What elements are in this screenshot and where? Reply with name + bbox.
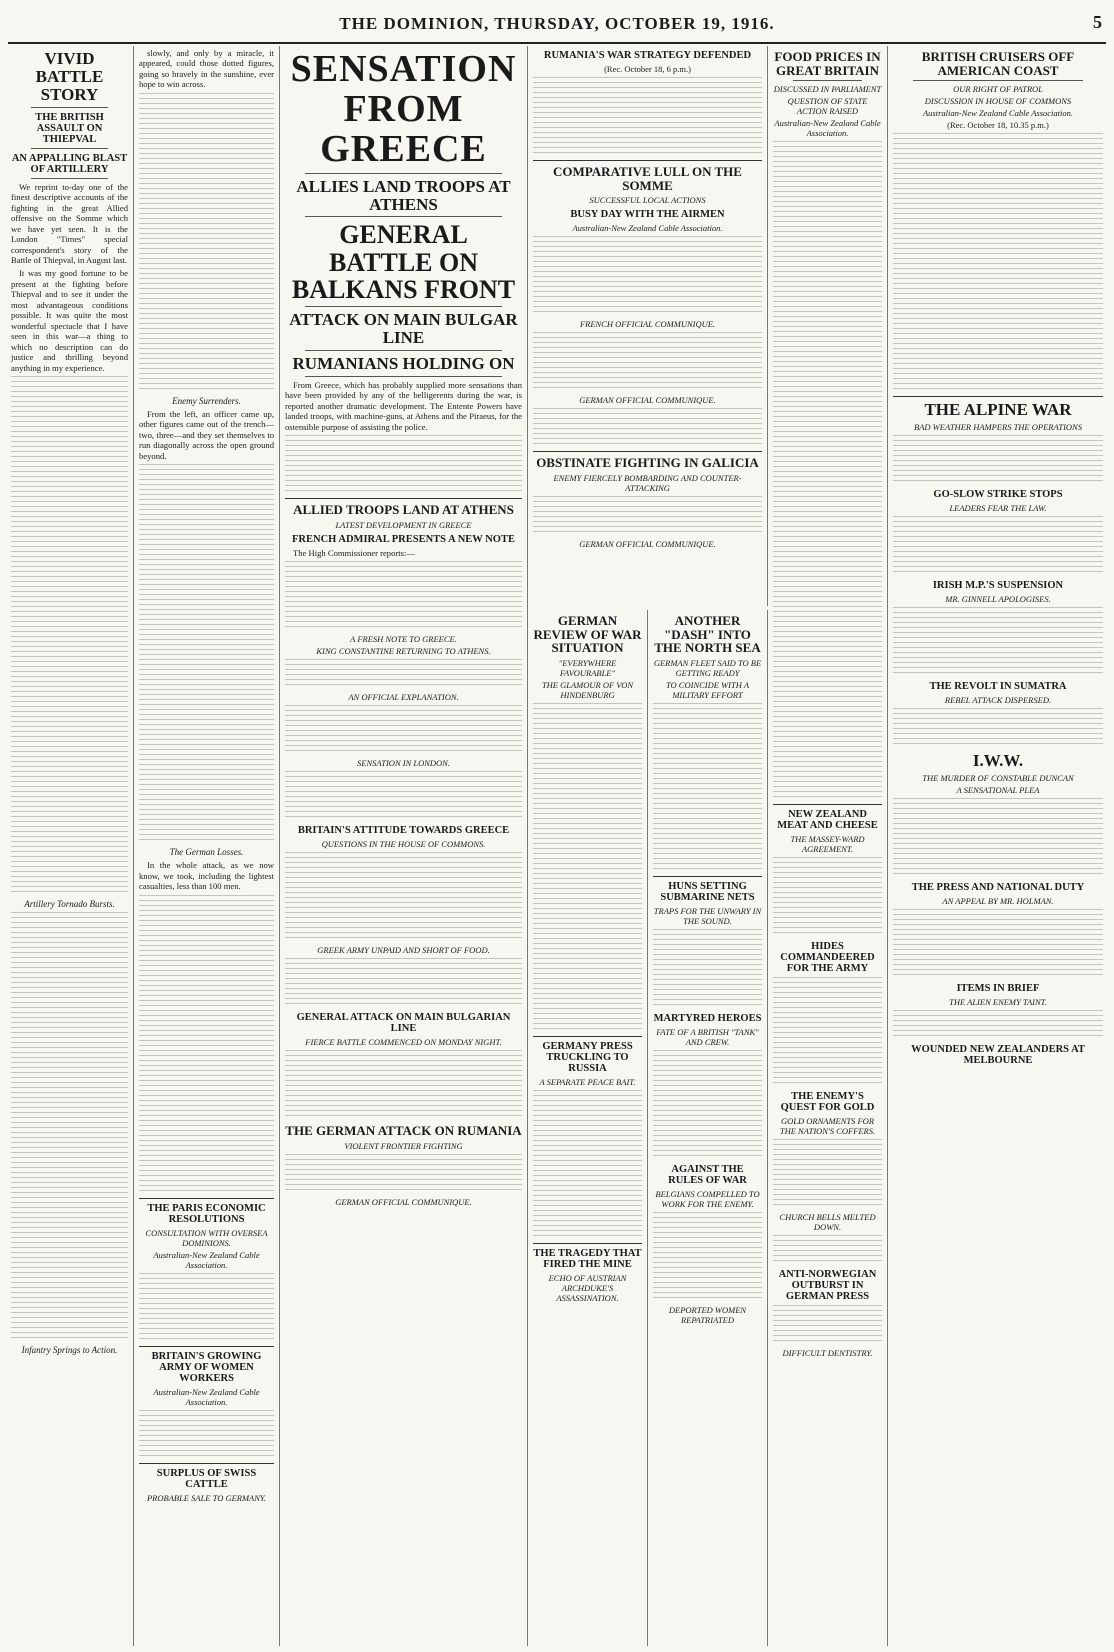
article-continuation bbox=[11, 376, 128, 896]
subhead-traps: TRAPS FOR THE UNWARY IN THE SOUND. bbox=[653, 905, 762, 926]
bells-text bbox=[773, 1235, 882, 1265]
headline-press-truckling: GERMANY PRESS TRUCKLING TO RUSSIA bbox=[542, 1040, 633, 1074]
headline-sensation-greece: SENSATION FROM GREECE bbox=[290, 48, 517, 170]
headline-bulgar-line: ATTACK ON MAIN BULGAR LINE bbox=[289, 310, 518, 348]
galicia-text bbox=[533, 496, 762, 536]
headline-troops-athens: ALLIED TROOPS LAND AT ATHENS bbox=[293, 502, 514, 518]
headline-irish-mp: IRISH M.P.'S SUSPENSION bbox=[932, 580, 1064, 592]
subhead-local-actions: SUCCESSFUL LOCAL ACTIONS bbox=[589, 195, 706, 206]
subhead-bombarding: ENEMY FIERCELY BOMBARDING AND COUNTER-ATTACKING bbox=[553, 472, 742, 493]
subhead-separate-peace: A SEPARATE PEACE BAIT. bbox=[539, 1076, 636, 1087]
food-prices-text bbox=[773, 141, 882, 801]
headline-official-explanation: AN OFFICIAL EXPLANATION. bbox=[348, 692, 459, 703]
column-4 bbox=[528, 610, 648, 1646]
headline-french-admiral: FRENCH ADMIRAL PRESENTS A NEW NOTE bbox=[292, 533, 515, 545]
headline-dentistry: DIFFICULT DENTISTRY. bbox=[782, 1348, 873, 1359]
rumania-text bbox=[285, 1154, 522, 1194]
headline-meat-cheese: NEW ZEALAND MEAT AND CHEESE bbox=[777, 809, 878, 832]
headline-rumania-strategy: RUMANIA'S WAR STRATEGY DEFENDED bbox=[543, 50, 752, 61]
column-6 bbox=[768, 46, 888, 1646]
headline-sensation-london: SENSATION IN LONDON. bbox=[357, 758, 450, 769]
subhead-latest: LATEST DEVELOPMENT IN GREECE bbox=[335, 519, 472, 530]
column-3 bbox=[280, 46, 528, 1646]
french-communique-text bbox=[533, 332, 762, 392]
headline-sumatra: THE REVOLT IN SUMATRA bbox=[929, 681, 1067, 693]
agency-credit: Australian-New Zealand Cable Association. bbox=[774, 118, 881, 139]
subhead-archduke: ECHO OF AUSTRIAN ARCHDUKE'S ASSASSINATION. bbox=[548, 1273, 627, 1303]
subhead-artillery: AN APPALLING BLAST OF ARTILLERY bbox=[11, 152, 128, 175]
lead-paragraph: From Greece, which has probably supplied more sensations than have been provided by any of the belligerents during the war, is reported another dramatic development. The Entente Powers have landed troops, with machine-guns, at Athens and the Piraeus, for the ostensible purpose of assisting the police. bbox=[285, 379, 522, 432]
items-text bbox=[893, 1010, 1103, 1040]
subhead-king-returning: KING CONSTANTINE RETURNING TO ATHENS. bbox=[316, 646, 491, 657]
headline-german-attack-rumania: THE GERMAN ATTACK ON RUMANIA bbox=[285, 1123, 522, 1139]
subhead-cattle: PROBABLE SALE TO GERMANY. bbox=[146, 1492, 266, 1503]
headline-lull-somme: COMPARATIVE LULL ON THE SOMME bbox=[553, 164, 742, 193]
commissioner-reports: The High Commissioner reports:— bbox=[293, 547, 415, 558]
headline-food-prices: FOOD PRICES IN GREAT BRITAIN bbox=[774, 49, 881, 78]
subhead-parliament: DISCUSSED IN PARLIAMENT bbox=[773, 84, 882, 95]
subhead-ginnell: MR. GINNELL APOLOGISES. bbox=[945, 594, 1051, 605]
crosshead-infantry: Infantry Springs to Action. bbox=[21, 1345, 118, 1356]
lead-text bbox=[285, 435, 522, 495]
headline-items-brief: ITEMS IN BRIEF bbox=[956, 983, 1040, 995]
crosshead-german-losses: The German Losses. bbox=[169, 847, 244, 858]
bulgarian-text bbox=[285, 1050, 522, 1120]
subhead-right-of-patrol: OUR RIGHT OF PATROL bbox=[953, 84, 1043, 95]
headline-dash-north-sea: ANOTHER "DASH" INTO THE NORTH SEA bbox=[654, 613, 761, 656]
rules-text bbox=[653, 1212, 762, 1302]
column-5 bbox=[648, 610, 768, 1646]
explanation-text bbox=[285, 705, 522, 755]
heroes-text bbox=[653, 1050, 762, 1160]
subhead-alien: THE ALIEN ENEMY TAINT. bbox=[949, 997, 1047, 1008]
subhead-duncan: THE MURDER OF CONSTABLE DUNCAN bbox=[922, 773, 1074, 784]
article-text-3 bbox=[139, 895, 274, 1195]
somme-text bbox=[533, 236, 762, 316]
headline-tragedy-mine: THE TRAGEDY THAT FIRED THE MINE bbox=[533, 1247, 642, 1270]
masthead-title: THE DOMINION, THURSDAY, OCTOBER 19, 1916. bbox=[339, 14, 775, 33]
athens-text bbox=[285, 561, 522, 631]
headline-deported-women: DEPORTED WOMEN REPATRIATED bbox=[668, 1305, 747, 1325]
subhead-paris: CONSULTATION WITH OVERSEA DOMINIONS. bbox=[145, 1227, 268, 1248]
article-surrenders: From the left, an officer came up, other figures came out of the trench—two, three—and they set themselves to run diagonally across the open ground beyond. bbox=[139, 408, 274, 461]
headline-britain-attitude: BRITAIN'S ATTITUDE TOWARDS GREECE bbox=[297, 825, 510, 837]
subhead-tank: FATE OF A BRITISH "TANK" AND CREW. bbox=[656, 1026, 759, 1047]
headline-iww: I.W.W. bbox=[972, 751, 1024, 771]
headline-vivid-battle-story: VIVID BATTLE STORY bbox=[35, 49, 104, 104]
north-sea-text bbox=[653, 703, 762, 873]
subhead-gold-ornaments: GOLD ORNAMENTS FOR THE NATION'S COFFERS. bbox=[779, 1116, 876, 1137]
headline-church-bells: CHURCH BELLS MELTED DOWN. bbox=[779, 1212, 876, 1233]
headline-hides: HIDES COMMANDEERED FOR THE ARMY bbox=[780, 941, 875, 975]
masthead bbox=[8, 8, 1106, 44]
column-1 bbox=[6, 46, 134, 1646]
headline-galicia: OBSTINATE FIGHTING IN GALICIA bbox=[536, 455, 759, 471]
subhead-hindenburg: THE GLAMOUR OF VON HINDENBURG bbox=[541, 679, 634, 700]
headline-german-communique-2: GERMAN OFFICIAL COMMUNIQUE. bbox=[579, 395, 716, 406]
headline-german-communique-3: GERMAN OFFICIAL COMMUNIQUE. bbox=[579, 538, 716, 549]
article-body: It was my good fortune to be present at the fighting before Thiepval and to see it under the most advantageous conditions possible. It was quite the most wonderful spectacle that I have seen in this war—a thing to which no description can do justice and thrilling beyond anything in my experience. bbox=[11, 268, 128, 373]
subhead-military-effort: TO COINCIDE WITH A MILITARY EFFORT bbox=[665, 679, 750, 700]
article-losses: In the whole attack, as we now know, we took, including the lightest casualties, less than 100 men. bbox=[139, 860, 274, 892]
headline-french-communique: FRENCH OFFICIAL COMMUNIQUE. bbox=[579, 319, 716, 330]
headline-swiss-cattle: SURPLUS OF SWISS CATTLE bbox=[156, 1467, 257, 1490]
subhead-rebel: REBEL ATTACK DISPERSED. bbox=[944, 695, 1052, 706]
subhead-belgians: BELGIANS COMPELLED TO WORK FOR THE ENEMY. bbox=[655, 1189, 760, 1209]
headline-rumanians: RUMANIANS HOLDING ON bbox=[292, 353, 515, 373]
column-2 bbox=[134, 46, 280, 1646]
subhead-fleet-ready: GERMAN FLEET SAID TO BE GETTING READY bbox=[653, 657, 762, 678]
headline-main-bulgarian-line: GENERAL ATTACK ON MAIN BULGARIAN LINE bbox=[296, 1012, 511, 1035]
subhead-leaders: LEADERS FEAR THE LAW. bbox=[949, 503, 1047, 514]
page-number: 5 bbox=[1093, 12, 1102, 32]
nets-text bbox=[653, 929, 762, 1009]
subhead-questions: QUESTIONS IN THE HOUSE OF COMMONS. bbox=[321, 839, 486, 850]
agency-credit: Australian-New Zealand Cable Association. bbox=[153, 1249, 260, 1270]
headline-greek-army: GREEK ARMY UNPAID AND SHORT OF FOOD. bbox=[317, 945, 490, 956]
subhead-state-action: QUESTION OF STATE ACTION RAISED bbox=[787, 96, 868, 117]
headline-martyred-heroes: MARTYRED HEROES bbox=[653, 1012, 762, 1024]
subhead-bad-weather: BAD WEATHER HAMPERS THE OPERATIONS bbox=[914, 422, 1082, 433]
column-7 bbox=[888, 46, 1108, 1646]
received-date: (Rec. October 18, 10.35 p.m.) bbox=[947, 120, 1049, 131]
agency-credit: Australian-New Zealand Cable Association. bbox=[922, 108, 1073, 119]
headline-german-communique: GERMAN OFFICIAL COMMUNIQUE. bbox=[335, 1197, 472, 1208]
headline-paris-resolutions: THE PARIS ECONOMIC RESOLUTIONS bbox=[147, 1202, 266, 1225]
subhead-plea: A SENSATIONAL PLEA bbox=[956, 785, 1040, 796]
subhead-favourable: "EVERYWHERE FAVOURABLE" bbox=[558, 657, 617, 678]
column-4-5-top bbox=[528, 46, 768, 606]
strategy-text bbox=[533, 77, 762, 157]
subhead-thiepval: THE BRITISH ASSAULT ON THIEPVAL bbox=[35, 111, 104, 145]
headline-quest-gold: THE ENEMY'S QUEST FOR GOLD bbox=[780, 1091, 875, 1114]
subhead-massey-ward: THE MASSEY-WARD AGREEMENT. bbox=[790, 834, 865, 855]
women-workers-text bbox=[139, 1410, 274, 1460]
headline-german-review: GERMAN REVIEW OF WAR SITUATION bbox=[533, 613, 642, 656]
article-continuation-2 bbox=[11, 912, 128, 1342]
subhead-fierce-battle: FIERCE BATTLE COMMENCED ON MONDAY NIGHT. bbox=[305, 1037, 502, 1048]
agency-credit: Australian-New Zealand Cable Association. bbox=[153, 1386, 260, 1407]
review-text bbox=[533, 703, 642, 1033]
fresh-note-text bbox=[285, 659, 522, 689]
headline-go-slow: GO-SLOW STRIKE STOPS bbox=[933, 489, 1063, 501]
hides-text bbox=[773, 977, 882, 1087]
paris-text bbox=[139, 1273, 274, 1343]
headline-wounded-nz: WOUNDED NEW ZEALANDERS AT MELBOURNE bbox=[911, 1044, 1085, 1067]
london-text bbox=[285, 771, 522, 821]
norwegian-text bbox=[773, 1305, 882, 1345]
headline-press-duty: THE PRESS AND NATIONAL DUTY bbox=[911, 882, 1085, 894]
headline-alpine-war: THE ALPINE WAR bbox=[924, 400, 1072, 420]
iww-text bbox=[893, 798, 1103, 878]
headline-submarine-nets: HUNS SETTING SUBMARINE NETS bbox=[660, 880, 755, 903]
attitude-text bbox=[285, 852, 522, 942]
headline-rules-of-war: AGAINST THE RULES OF WAR bbox=[668, 1163, 747, 1186]
subhead-airmen: BUSY DAY WITH THE AIRMEN bbox=[570, 209, 725, 221]
received-date: (Rec. October 18, 6 p.m.) bbox=[604, 64, 691, 75]
subhead-frontier: VIOLENT FRONTIER FIGHTING bbox=[344, 1141, 463, 1152]
headline-fresh-note: A FRESH NOTE TO GREECE. bbox=[350, 634, 457, 645]
irish-text bbox=[893, 607, 1103, 677]
alpine-text bbox=[893, 435, 1103, 485]
headline-general-battle: GENERAL BATTLE ON BALKANS FRONT bbox=[291, 220, 516, 304]
article-text-2 bbox=[139, 464, 274, 844]
article-continued: slowly, and only by a miracle, it appeared, could those dotted figures, going so bravely in the sunshine, ever hope to win across. bbox=[139, 48, 274, 90]
article-intro: We reprint to-day one of the finest descriptive accounts of the fighting in the great Allied offensive on the Somme which we have yet seen. It is the London "Times" special correspondent's story of the Battle of Thiepval, in August last. bbox=[11, 181, 128, 265]
subhead-holman: AN APPEAL BY MR. HOLMAN. bbox=[942, 896, 1054, 907]
go-slow-text bbox=[893, 516, 1103, 576]
cruisers-text bbox=[893, 133, 1103, 393]
sumatra-text bbox=[893, 708, 1103, 748]
gold-text bbox=[773, 1139, 882, 1209]
crosshead-artillery: Artillery Tornado Bursts. bbox=[24, 899, 115, 910]
meat-text bbox=[773, 857, 882, 937]
greek-army-text bbox=[285, 958, 522, 1008]
subhead-house-commons: DISCUSSION IN HOUSE OF COMMONS bbox=[924, 96, 1072, 107]
headline-allies-land: ALLIES LAND TROOPS AT ATHENS bbox=[296, 176, 511, 214]
headline-anti-norwegian: ANTI-NORWEGIAN OUTBURST IN GERMAN PRESS bbox=[778, 1269, 877, 1303]
article-text bbox=[139, 93, 274, 393]
crosshead-surrenders: Enemy Surrenders. bbox=[172, 395, 241, 406]
agency-credit: Australian-New Zealand Cable Association. bbox=[572, 223, 723, 234]
truckling-text bbox=[533, 1090, 642, 1240]
press-duty-text bbox=[893, 909, 1103, 979]
headline-women-workers: BRITAIN'S GROWING ARMY OF WOMEN WORKERS bbox=[151, 1350, 262, 1384]
headline-british-cruisers: BRITISH CRUISERS OFF AMERICAN COAST bbox=[921, 49, 1075, 78]
german-communique-text bbox=[533, 408, 762, 448]
